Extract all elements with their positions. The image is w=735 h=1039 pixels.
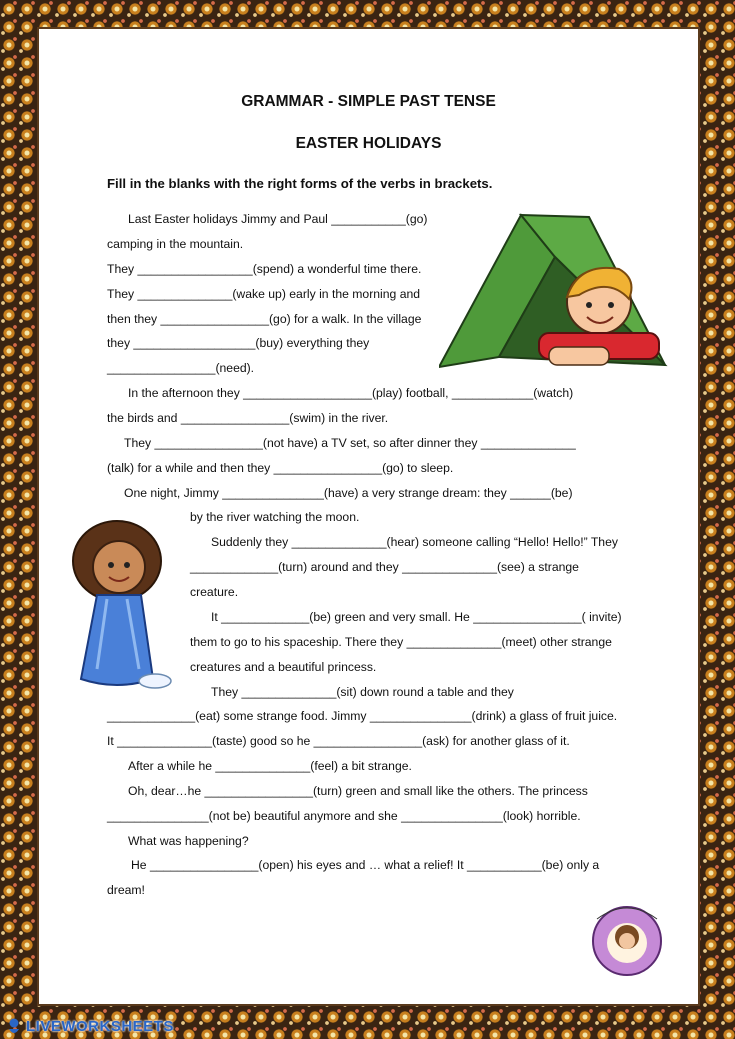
text-line-7: ________________(need). [107,361,255,375]
text-line-16: creature. [190,585,239,599]
text-line-3: They _________________(spend) a wonderful time there. [107,262,422,276]
text-line-2: camping in the mountain. [107,237,244,251]
instruction: Fill in the blanks with the right forms of the verbs in brackets. [107,176,493,191]
page-subtitle: EASTER HOLIDAYS [295,135,442,152]
text-line-12: One night, Jimmy _______________(have) a very strange dream: they ______(be) [124,486,573,500]
worksheet-page [37,27,700,1006]
text-line-22: It ______________(taste) good so he ________________(ask) for another glass of it. [107,734,570,748]
text-line-20: They ______________(sit) down round a table and they [211,685,514,699]
text-line-10: They ________________(not have) a TV set, so after dinner they ______________ [124,436,576,450]
thistlegirl-badge-icon [587,897,667,979]
text-line-23: After a while he ______________(feel) a bit strange. [128,759,412,773]
text-line-4: They ______________(wake up) early in the morning and [107,287,421,301]
text-line-19: creatures and a beautiful princess. [190,660,377,674]
text-line-9: the birds and ________________(swim) in the river. [107,411,389,425]
liveworksheets-logo-icon [6,1017,22,1035]
text-line-17: It _____________(be) green and very small. He ________________( invite) [211,610,622,624]
text-line-24: Oh, dear…he ________________(turn) green and small like the others. The princess [128,784,588,798]
text-line-18: them to go to his spaceship. There they ______________(meet) other strange [190,635,612,649]
text-line-26: What was happening? [128,834,249,848]
tent-boy-illustration [439,207,671,377]
text-line-11: (talk) for a while and then they ________________(go) to sleep. [107,461,454,475]
text-line-28: dream! [107,883,145,897]
girl-illustration [67,519,179,691]
text-line-5: then they ________________(go) for a walk. In the village [107,312,422,326]
liveworksheets-footer[interactable] [0,1013,221,1039]
text-line-15: _____________(turn) around and they ______________(see) a strange [190,560,579,574]
text-line-6: they __________________(buy) everything they [107,336,370,350]
text-line-14: Suddenly they ______________(hear) someone calling “Hello! Hello!” They [211,535,618,549]
text-line-25: _______________(not be) beautiful anymore and she _______________(look) horrible. [107,809,581,823]
text-line-1: Last Easter holidays Jimmy and Paul ___________(go) [128,212,428,226]
footer-brand-text: LIVEWORKSHEETS [26,1017,174,1035]
text-line-8: In the afternoon they ___________________(play) football, ____________(watch) [128,386,574,400]
text-line-13: by the river watching the moon. [190,510,360,524]
text-line-21: _____________(eat) some strange food. Jimmy _______________(drink) a glass of fruit juice. [107,709,618,723]
text-line-27: He ________________(open) his eyes and … what a relief! It ___________(be) only a [131,858,600,872]
page-title: GRAMMAR - SIMPLE PAST TENSE [241,93,496,110]
